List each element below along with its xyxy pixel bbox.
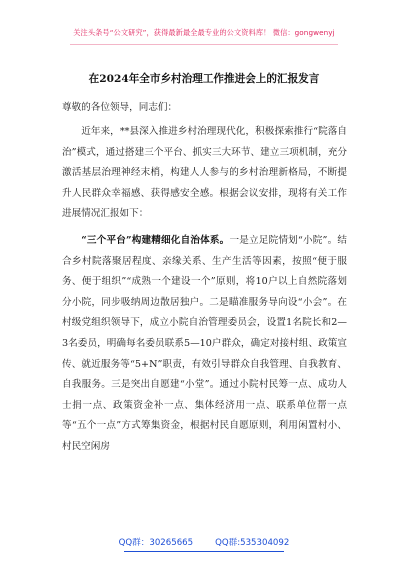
qq-group-1: QQ群：30265665 <box>118 538 194 548</box>
header-banner: 关注头条号“公文研究”，获得最新最全最专业的公文资料库！ 微信：gongwenyj <box>73 28 335 37</box>
footer-underline <box>124 551 284 552</box>
paragraph-lead-heading: “三个平台”构建精细化自治体系。 <box>81 235 230 246</box>
paragraph-intro: 近年来，**县深入推进乡村治理现代化，积极探索推行“院落自治”模式，通过搭建三个平台、抓实三大环节、建立三项机制，充分激活基层治理神经末梢，构建人人参与的乡村治理新格局，不断提升人民群众幸福感、获得感安全感。根据会议安排，现将有关工作进展情况汇报如下： <box>62 126 347 220</box>
paragraph-three-platforms <box>62 231 347 458</box>
salutation: 尊敬的各位领导，同志们： <box>62 102 178 113</box>
header-divider <box>70 44 338 45</box>
footer-contact <box>0 536 408 548</box>
document-title: 在2024年全市乡村治理工作推进会上的汇报发言 <box>88 73 320 85</box>
paragraph-body: 一是立足院情划“小院”。结合乡村院落聚居程度、亲缘关系、生产生活等因素，按照“便于服务、便于组织”“成熟一个建设一个”原则，将10户以上自然院落划分小院，同步吸纳周边散居独户。二是瞄准服务导向设“小会”。在村级党组织领导下，成立小院自治管理委员会，设置1名院长和2—3名委员，明确每名委员联系5—10户群众，确定对接村组、政策宣传、就近服务等“5+N”职责，有效引导群众自我管理、自我教育、自我服务。三是突出自愿建“小堂”。通过小院村民筹一点、成功人士捐一点、政策资金补一点、集体经济用一点、联系单位帮一点等“五个一点”方式筹集资金，根据村民自愿原则，利用闲置村小、村民空闲房 <box>62 235 347 452</box>
qq-group-2: QQ群:535304092 <box>215 538 290 548</box>
